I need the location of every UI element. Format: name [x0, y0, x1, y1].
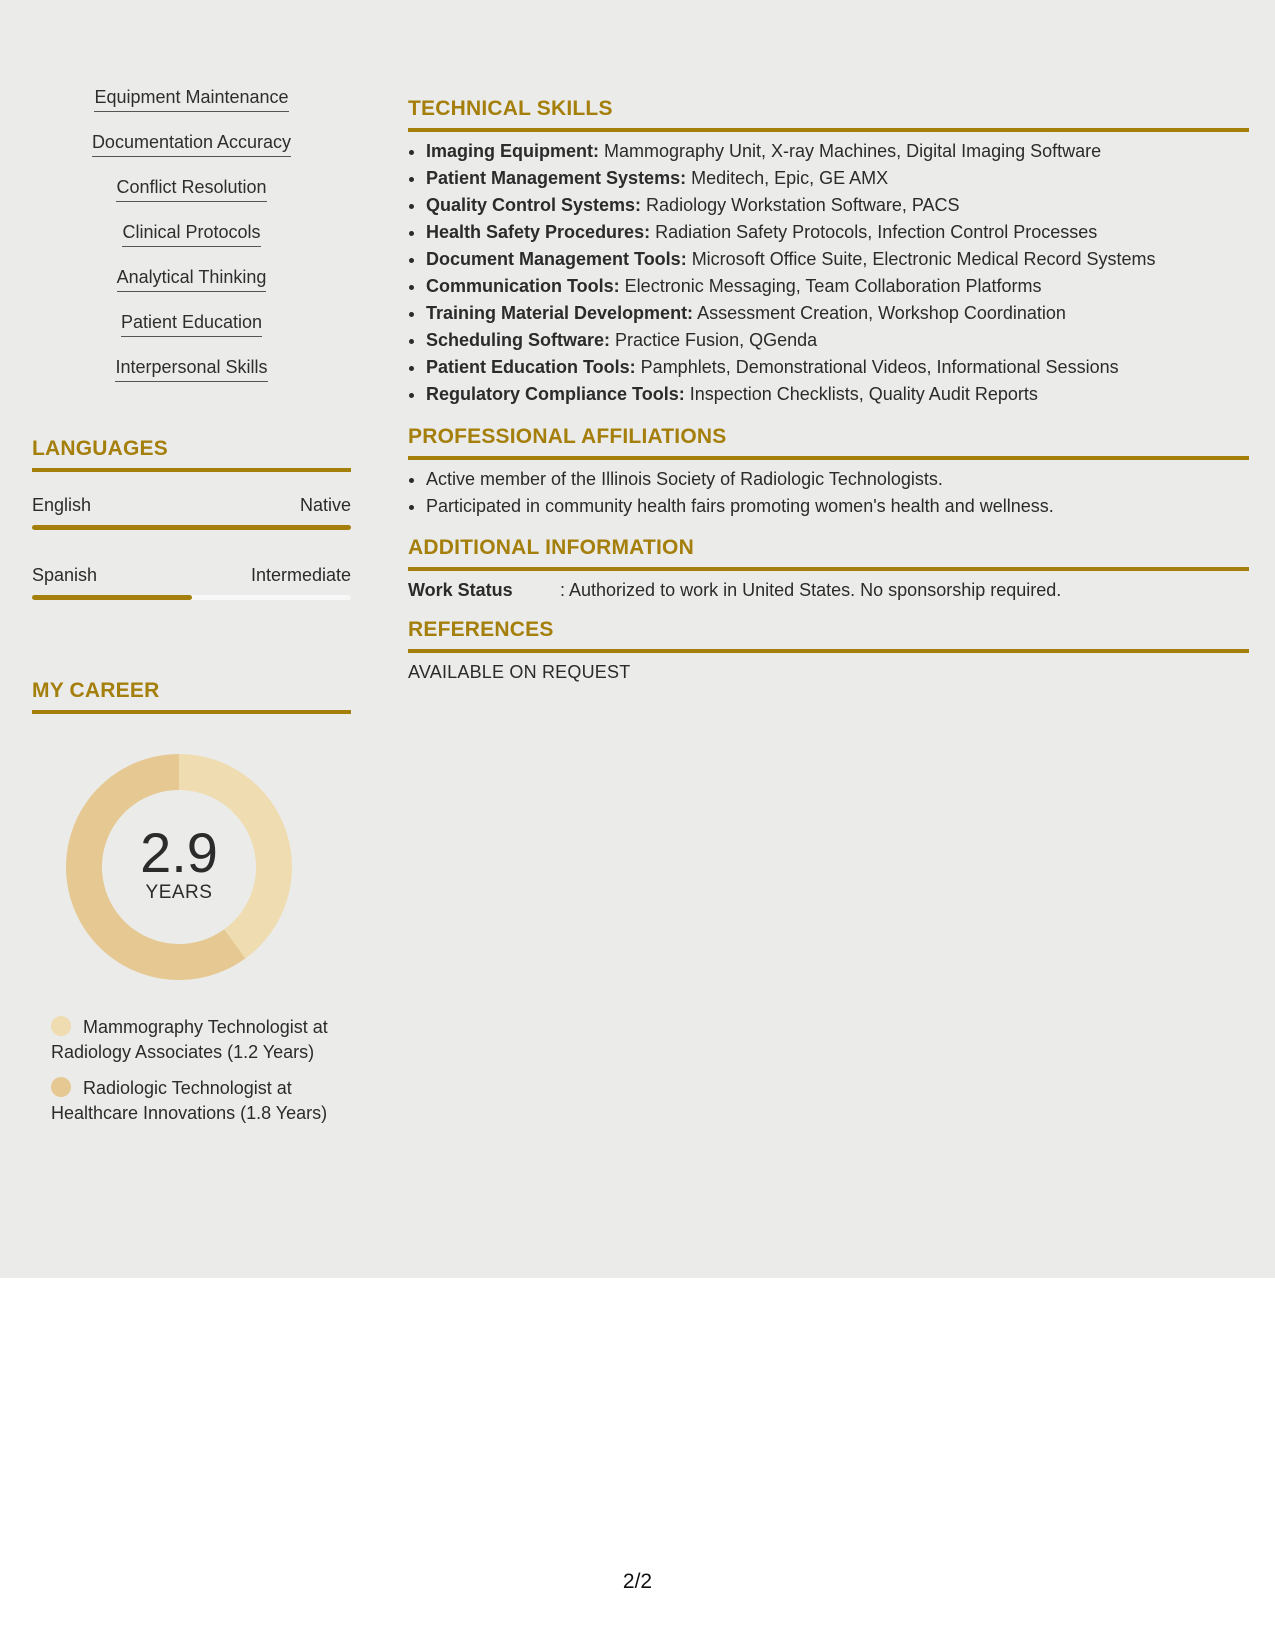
skill-value: Electronic Messaging, Team Collaboration Platforms: [619, 276, 1042, 296]
skill-label: Patient Education Tools:: [426, 357, 636, 377]
list-item: [426, 165, 1249, 192]
language-level: Intermediate: [250, 565, 351, 585]
skill-label: Patient Management Systems:: [426, 168, 687, 188]
skill-value: Practice Fusion, QGenda: [610, 330, 818, 350]
skill-value: Mammography Unit, X-ray Machines, Digital Imaging Software: [599, 141, 1102, 161]
soft-skill: Clinical Protocols: [122, 221, 260, 247]
technical-skills-section: [408, 96, 1249, 408]
affiliations-list: [408, 466, 1249, 520]
skill-value: Meditech, Epic, GE AMX: [686, 168, 889, 188]
list-item: [426, 246, 1249, 273]
work-status-label: Work Status: [408, 580, 513, 600]
skill-label: Communication Tools:: [426, 276, 620, 296]
legend-item: [51, 1076, 331, 1125]
skill-value: Radiation Safety Protocols, Infection Control Processes: [650, 222, 1098, 242]
list-item: [426, 300, 1249, 327]
additional-info-section: [408, 535, 1249, 604]
skill-value: Microsoft Office Suite, Electronic Medical Record Systems: [686, 249, 1156, 269]
skill-label: Scheduling Software:: [426, 330, 611, 350]
references-text: AVAILABLE ON REQUEST: [408, 662, 631, 682]
skill-label: Training Material Development:: [426, 303, 694, 323]
soft-skill: Analytical Thinking: [117, 266, 267, 292]
language-name: English: [32, 495, 92, 515]
career-donut-center: [66, 754, 292, 980]
language-bar-spanish: [32, 595, 351, 600]
skill-label: Health Safety Procedures:: [426, 222, 651, 242]
list-item: [426, 354, 1249, 381]
technical-skills-heading: TECHNICAL SKILLS: [408, 96, 1249, 132]
career-legend: [51, 1015, 331, 1137]
skill-value: Pamphlets, Demonstrational Videos, Informational Sessions: [635, 357, 1119, 377]
list-item: [426, 192, 1249, 219]
language-bar-fill: [32, 595, 192, 600]
career-total-unit: YEARS: [145, 882, 213, 903]
languages-heading: LANGUAGES: [32, 436, 351, 472]
list-item: • Participated in community health fairs promoting women's health and wellness.: [426, 493, 1249, 520]
list-item: [426, 327, 1249, 354]
soft-skills-list: [32, 86, 351, 401]
references-heading: REFERENCES: [408, 617, 1249, 653]
work-status-row: [408, 577, 1249, 604]
legend-label: Radiologic Technologist at Healthcare Innovations (1.8 Years): [51, 1078, 328, 1123]
skill-label: Document Management Tools:: [426, 249, 687, 269]
references-section: [408, 617, 1249, 686]
list-item: [426, 138, 1249, 165]
skill-value: Radiology Workstation Software, PACS: [641, 195, 960, 215]
additional-info-heading: ADDITIONAL INFORMATION: [408, 535, 1249, 571]
soft-skill: Conflict Resolution: [116, 176, 266, 202]
soft-skill: Equipment Maintenance: [94, 86, 288, 112]
page-number: 2/2: [622, 1570, 653, 1593]
language-row-spanish: [32, 564, 351, 586]
skill-value: Inspection Checklists, Quality Audit Reports: [684, 384, 1038, 404]
language-name: Spanish: [32, 565, 98, 585]
soft-skill: Patient Education: [121, 311, 262, 337]
skill-value: Assessment Creation, Workshop Coordination: [693, 303, 1066, 323]
skill-label: Quality Control Systems:: [426, 195, 642, 215]
legend-label: Mammography Technologist at Radiology Associates (1.2 Years): [51, 1017, 328, 1062]
work-status-value: : Authorized to work in United States. No sponsorship required.: [560, 580, 1062, 600]
career-total-years: 2.9: [140, 821, 218, 884]
legend-dot-icon: [51, 1077, 71, 1097]
career-heading: MY CAREER: [32, 678, 351, 714]
soft-skill: Documentation Accuracy: [92, 131, 291, 157]
language-bar-fill: [32, 525, 351, 530]
language-bar-english: [32, 525, 351, 530]
list-item: [426, 381, 1249, 408]
legend-dot-icon: [51, 1016, 71, 1036]
list-item: [426, 273, 1249, 300]
legend-item: [51, 1015, 331, 1064]
affiliations-heading: PROFESSIONAL AFFILIATIONS: [408, 424, 1249, 460]
affiliations-section: [408, 424, 1249, 520]
list-item: • Active member of the Illinois Society of Radiologic Technologists.: [426, 466, 1249, 493]
technical-skills-list: [408, 138, 1249, 408]
skill-label: Regulatory Compliance Tools:: [426, 384, 685, 404]
language-row-english: [32, 494, 351, 516]
soft-skill: Interpersonal Skills: [115, 356, 267, 382]
skill-label: Imaging Equipment:: [426, 141, 599, 161]
list-item: [426, 219, 1249, 246]
language-level: Native: [299, 495, 351, 515]
